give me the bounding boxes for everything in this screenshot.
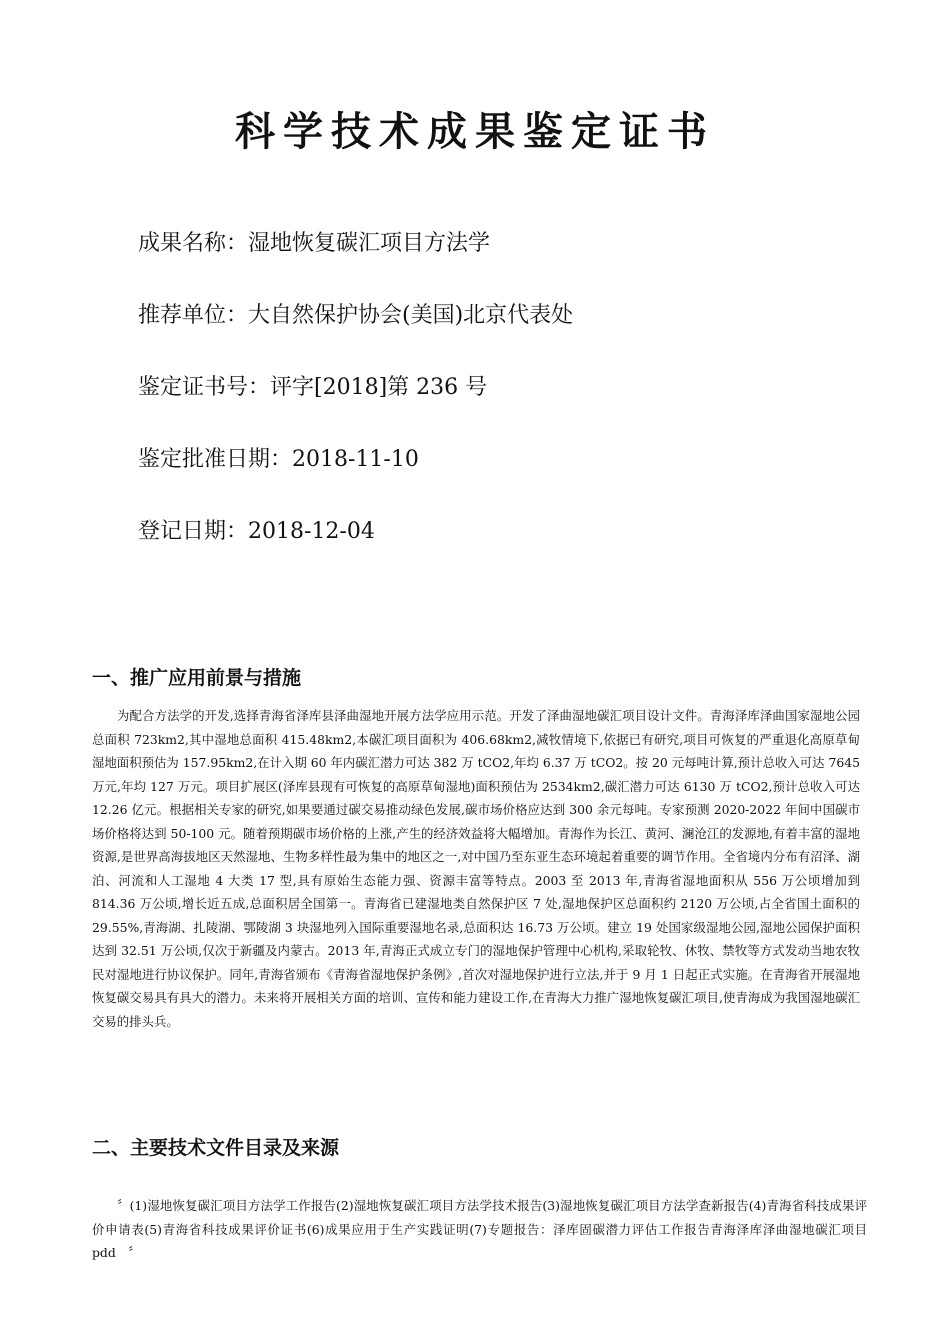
section-2-heading: 二、主要技术文件目录及来源 (92, 1137, 340, 1159)
achievement-name-label: 成果名称： (138, 231, 249, 256)
certificate-number-label: 鉴定证书号： (138, 375, 271, 400)
registration-date-value: 2018-12-04 (248, 519, 375, 544)
registration-date-row (138, 514, 375, 545)
certificate-number-row (138, 370, 487, 401)
recommending-unit-row (138, 298, 573, 329)
approval-date-row (138, 442, 419, 473)
approval-date-label: 鉴定批准日期： (138, 447, 293, 472)
recommending-unit-value: 大自然保护协会(美国)北京代表处 (248, 303, 574, 328)
certificate-number-value: 评字[2018]第 236 号 (270, 375, 488, 400)
recommending-unit-label: 推荐单位： (138, 303, 249, 328)
section-1-heading: 一、推广应用前景与措施 (92, 667, 302, 689)
document-title: 科学技术成果鉴定证书 (235, 108, 715, 155)
registration-date-label: 登记日期： (138, 519, 249, 544)
section-2-body: 〞(1)湿地恢复碳汇项目方法学工作报告(2)湿地恢复碳汇项目方法学技术报告(3)湿地恢复碳汇项目方法学查新报告(4)青海省科技成果评价申请表(5)青海省科技成果评价证书(6)成果应用于生产实践证明(7)专题报告：泽库固碳潜力评估工作报告青海泽库泽曲湿地碳汇项目 pdd 〞 (92, 1198, 867, 1260)
achievement-name-row (138, 226, 490, 257)
approval-date-value: 2018-11-10 (292, 447, 419, 472)
section-1-body: 为配合方法学的开发,选择青海省泽库县泽曲湿地开展方法学应用示范。开发了泽曲湿地碳汇项目设计文件。青海泽库泽曲国家湿地公园总面积 723km2,其中湿地总面积 415.48km2,本碳汇项目面积为 406.68km2,减牧情境下,依据已有研究,项目可恢复的严重退化高原草甸湿地面积预估为 157.95km2,在计入期 60 年内碳汇潜力可达 382 万 tCO2,年均 6.37 万 tCO2。按 20 元每吨计算,预计总收入可达 7645 万元,年均 127 万元。项目扩展区(泽库县现有可恢复的高原草甸湿地)面积预估为 2534km2,碳汇潜力可达 6130 万 tCO2,预计总收入可达 12.26 亿元。根据相关专家的研究,如果要通过碳交易推动绿色发展,碳市场价格应达到 300 余元每吨。专家预测 2020-2022 年间中国碳市场价格将达到 50-100 元。随着预期碳市场价格的上涨,产生的经济效益将大幅增加。青海作为长江、黄河、澜沧江的发源地,有着丰富的湿地资源,是世界高海拔地区天然湿地、生物多样性最为集中的地区之一,对中国乃至东亚生态环境起着重要的调节作用。全省境内分布有沼泽、湖泊、河流和人工湿地 4 大类 17 型,具有原始生态能力强、资源丰富等特点。2003 至 2013 年,青海省湿地面积从 556 万公顷增加到 814.36 万公顷,增长近五成,总面积居全国第一。青海省已建湿地类自然保护区 7 处,湿地保护区总面积约 2120 万公顷,占全省国土面积的 29.55%,青海湖、扎陵湖、鄂陵湖 3 块湿地列入国际重要湿地名录,总面积达 16.73 万公顷。建立 19 处国家级湿地公园,湿地公园保护面积达到 32.51 万公顷,仅次于新疆及内蒙古。2013 年,青海正式成立专门的湿地保护管理中心机构,采取轮牧、休牧、禁牧等方式发动当地农牧民对湿地进行协议保护。同年,青海省颁布《青海省湿地保护条例》,首次对湿地保护进行立法,并于 9 月 1 日起正式实施。在青海省开展湿地恢复碳交易具有具大的潜力。未来将开展相关方面的培训、宣传和能力建设工作,在青海大力推广湿地恢复碳汇项目,使青海成为我国湿地碳汇交易的排头兵。 (92, 708, 860, 1029)
achievement-name-value: 湿地恢复碳汇项目方法学 (248, 231, 491, 256)
